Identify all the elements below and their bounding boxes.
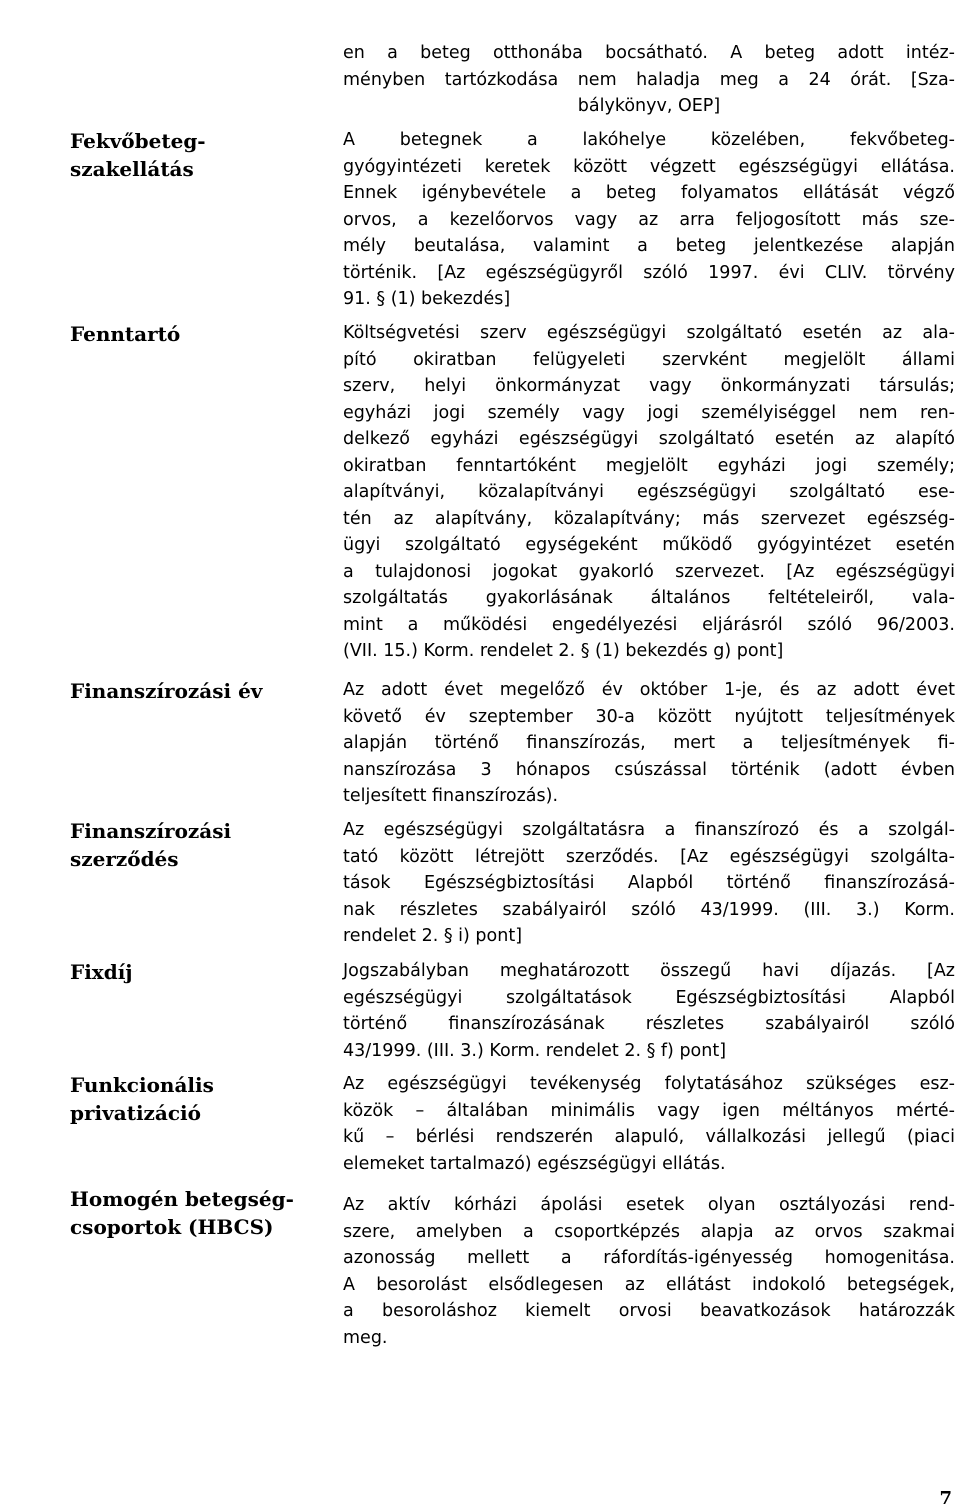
definition-line: rendelet 2. § i) pont] [343,926,523,946]
term-line: privatizáció [70,1101,201,1125]
definition-line: 91. § (1) bekezdés] [343,289,511,309]
term-line: csoportok (HBCS) [70,1215,274,1239]
term-line: szakellátás [70,157,194,181]
definition-line: A besorolást elsődlegesen az ellátást indokoló betegségek, [343,1274,955,1295]
term-line: Fekvőbeteg- [70,129,206,153]
definition-fixdij [343,958,955,1064]
term-finanszirozasi-szerzodes [70,817,320,873]
definition-funkcionalis-privatizacio [343,1071,955,1177]
definition-line: közök – általában minimális vagy igen méltányos mérté- [343,1100,955,1121]
definition-line: bálykönyv, OEP] [577,96,721,116]
definition-line: egyházi jogi személy vagy jogi személyiséggel nem ren- [343,402,955,423]
definition-line: követő év szeptember 30-a között nyújtott teljesítmények [343,706,955,727]
definition-continuation [343,40,955,120]
definition-line: tások Egészségbiztosítási Alapból történő finanszírozásá- [343,873,955,893]
term-fekvobeteg-szakellatas [70,127,320,183]
definition-line: szerv, helyi önkormányzat vagy önkormányzati társulás; [343,376,955,396]
definition-line: en a beteg otthonába bocsátható. A beteg adott intéz- [343,43,955,63]
definition-line: A betegnek a lakóhelye közelében, fekvőbeteg- [343,130,955,150]
definition-line: Az adott évet megelőző év október 1-je, és az adott évet [343,680,955,700]
term-fenntarto [70,320,320,348]
page-number: 7 [939,1488,952,1509]
term-line: Fenntartó [70,322,181,346]
term-line: Finanszírozási év [70,679,263,703]
definition-homogen-betegsegcsoportok [343,1192,955,1351]
term-line: szerződés [70,847,179,871]
definition-line: Az egészségügyi tevékenység folytatásához szükséges esz- [343,1074,955,1094]
term-line: Funkcionális [70,1073,214,1097]
definition-line: elemeket tartalmazó) egészségügyi ellátás. [343,1153,726,1174]
term-funkcionalis-privatizacio [70,1071,320,1127]
definition-line: 43/1999. (III. 3.) Korm. rendelet 2. § f) pont] [343,1040,727,1061]
term-fixdij [70,958,320,986]
definition-line: mint a működési engedélyezési eljárásról szóló 96/2003. [343,614,955,635]
definition-line: mély beutalása, valamint a beteg jelentkezése alapján [343,236,955,256]
definition-line: nanszírozása 3 hónapos csúszással történik (adott évben [343,759,955,780]
definition-line: ügyi szolgáltató egységeként működő gyógyintézet esetén [343,535,955,555]
definition-line: kű – bérlési rendszerén alapuló, vállalkozási jellegű (piaci [343,1127,955,1147]
term-line: Finanszírozási [70,819,232,843]
term-homogen-betegsegcsoportok [70,1185,320,1241]
definition-line: Jogszabályban meghatározott összegű havi díjazás. [Az [343,961,955,981]
definition-finanszirozasi-szerzodes [343,817,955,950]
definition-line: történik. [Az egészségügyről szóló 1997. évi CLIV. törvény [343,262,955,283]
definition-line: a besoroláshoz kiemelt orvosi beavatkozások határozzák [343,1301,955,1321]
definition-line: tén az alapítvány, közalapítvány; más szervezet egészség- [343,508,955,529]
term-line: Fixdíj [70,960,133,984]
definition-line: Az aktív kórházi ápolási esetek olyan osztályozási rend- [343,1195,955,1215]
definition-line: azonosság mellett a ráfordítás-igényesség homogenitása. [343,1248,955,1268]
definition-line: alapítványi, közalapítványi egészségügyi szolgáltató ese- [343,482,955,502]
definition-line: gyógyintézeti keretek között végzett egészségügyi ellátása. [343,156,955,177]
definition-fekvobeteg-szakellatas [343,127,955,313]
definition-line: szere, amelyben a csoportképzés alapja az orvos szakmai [343,1221,955,1242]
definition-line: meg. [343,1327,388,1348]
definition-line: orvos, a kezelőorvos vagy az arra feljogosított más sze- [343,209,955,230]
definition-line: Ennek igénybevétele a beteg folyamatos ellátását végző [343,183,955,203]
definition-line: Az egészségügyi szolgáltatásra a finanszírozó és a szolgál- [343,820,955,840]
definition-line: pító okiratban felügyeleti szervként megjelölt állami [343,349,955,370]
definition-line: történő finanszírozásának részletes szabályairól szóló [343,1014,955,1034]
term-finanszirozasi-ev [70,677,320,705]
definition-line: okiratban fenntartóként megjelölt egyházi jogi személy; [343,455,955,476]
definition-line: a tulajdonosi jogokat gyakorló szervezet. [Az egészségügyi [343,561,955,582]
definition-line: Költségvetési szerv egészségügyi szolgáltató esetén az ala- [343,323,955,343]
definition-line: delkező egyházi egészségügyi szolgáltató esetén az alapító [343,429,955,449]
term-line: Homogén betegség- [70,1187,294,1211]
definition-line: egészségügyi szolgáltatások Egészségbiztosítási Alapból [343,987,955,1008]
definition-line: (VII. 15.) Korm. rendelet 2. § (1) bekezdés g) pont] [343,641,784,661]
definition-line: ményben tartózkodása nem haladja meg a 24 órát. [Sza- [343,69,955,90]
definition-finanszirozasi-ev [343,677,955,810]
definition-line: tató között létrejött szerződés. [Az egészségügyi szolgálta- [343,846,955,867]
definition-line: alapján történő finanszírozás, mert a teljesítmények fi- [343,733,955,753]
definition-fenntarto [343,320,955,665]
definition-line: teljesített finanszírozás). [343,786,559,806]
definition-line: nak részletes szabályairól szóló 43/1999. (III. 3.) Korm. [343,899,955,920]
definition-line: szolgáltatás gyakorlásának általános feltételeiről, vala- [343,588,955,608]
